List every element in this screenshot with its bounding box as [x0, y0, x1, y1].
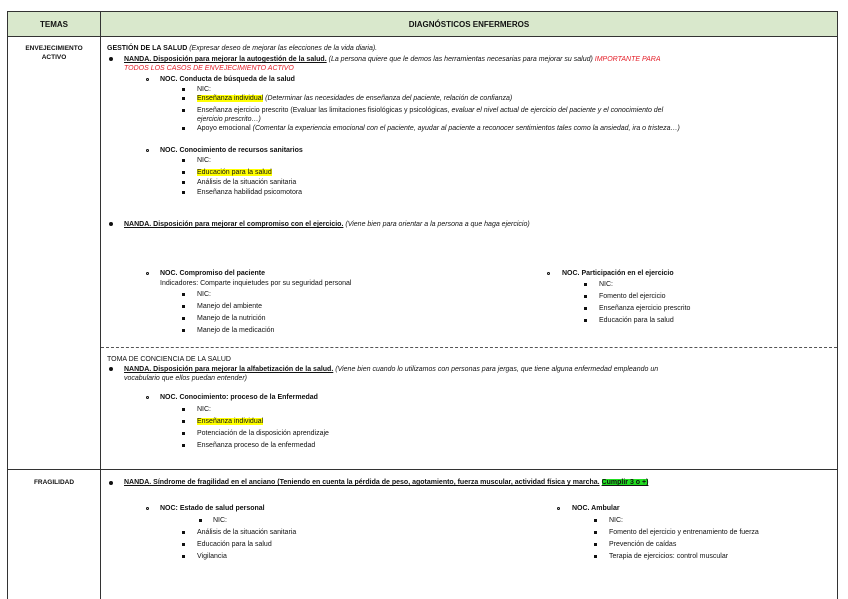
- square-bullet: [594, 519, 597, 522]
- nic-educacion-salud-2: Educación para la salud: [197, 541, 272, 548]
- nic-label: NIC:: [213, 517, 227, 524]
- noc-participacion-ejercicio: NOC. Participación en el ejercicio: [562, 270, 674, 277]
- square-bullet: [182, 97, 185, 100]
- table-border-mid: [100, 37, 101, 599]
- header-temas: TEMAS: [7, 11, 101, 37]
- square-bullet: [594, 555, 597, 558]
- square-bullet: [594, 531, 597, 534]
- square-bullet: [182, 329, 185, 332]
- square-bullet: [584, 307, 587, 310]
- nic-manejo-medicacion: Manejo de la medicación: [197, 327, 275, 334]
- nic-proceso-enfermedad: Enseñanza proceso de la enfermedad: [197, 442, 316, 449]
- noc-conducta-busqueda: NOC. Conducta de búsqueda de la salud: [160, 76, 295, 83]
- nanda-sindrome-fragilidad: NANDA. Síndrome de fragilidad en el anciano (Teniendo en cuenta la pérdida de peso, agotamiento, fuerza muscular, actividad física y marcha. Cumplir 3 o +): [124, 479, 649, 486]
- nic-label: NIC:: [599, 281, 613, 288]
- square-bullet: [182, 191, 185, 194]
- square-bullet: [182, 88, 185, 91]
- nic-ensenanza-ejercicio-prescrito: Enseñanza ejercicio prescrito: [599, 305, 691, 312]
- nic-ensenanza-individual: Enseñanza individual (Determinar las necesidades de enseñanza del paciente, relación de confianza): [197, 95, 513, 102]
- square-bullet: [182, 408, 185, 411]
- table-border-right: [837, 37, 838, 599]
- noc-conocimiento-recursos: NOC. Conocimiento de recursos sanitarios: [160, 147, 303, 154]
- square-bullet: [182, 109, 185, 112]
- nic-vigilancia: Vigilancia: [197, 553, 227, 560]
- square-bullet: [182, 432, 185, 435]
- circle-bullet: [146, 149, 149, 152]
- square-bullet: [182, 543, 185, 546]
- nic-fomento-entrenamiento-fuerza: Fomento del ejercicio y entrenamiento de fuerza: [609, 529, 759, 536]
- square-bullet: [182, 171, 185, 174]
- square-bullet: [182, 181, 185, 184]
- tema-fragilidad: FRAGILIDAD: [33, 479, 75, 486]
- nic-prevencion-caidas: Prevención de caídas: [609, 541, 677, 548]
- square-bullet: [182, 127, 185, 130]
- row-divider: [7, 469, 838, 470]
- nic-apoyo-emocional: Apoyo emocional (Comentar la experiencia emocional con el paciente, ayudar al paciente a reconocer sentimientos tales como la ansiedad, ira o tristeza…): [197, 125, 680, 132]
- tema-envejecimiento-activo: ENVEJECIMIENTO ACTIVO: [25, 45, 83, 61]
- gestion-salud-title: GESTIÓN DE LA SALUD (Expresar deseo de mejorar las elecciones de la vida diaria).: [107, 45, 378, 52]
- nic-potenciacion-aprendizaje: Potenciación de la disposición aprendizaje: [197, 430, 329, 437]
- nanda-important-line2: TODOS LOS CASOS DE ENVEJECIMIENTO ACTIVO: [124, 65, 294, 72]
- square-bullet: [182, 317, 185, 320]
- square-bullet: [182, 420, 185, 423]
- nanda-compromiso-ejercicio: NANDA. Disposición para mejorar el compromiso con el ejercicio. (Viene bien para orientar a la persona a que haga ejercicio): [124, 221, 530, 228]
- bullet: [109, 367, 113, 371]
- nic-label: NIC:: [197, 291, 211, 298]
- noc-ambular: NOC. Ambular: [572, 505, 620, 512]
- nic-terapia-ejercicios: Terapia de ejercicios: control muscular: [609, 553, 729, 560]
- table-border-left: [7, 37, 8, 599]
- circle-bullet: [146, 507, 149, 510]
- nic-label: NIC:: [197, 86, 211, 93]
- circle-bullet: [146, 272, 149, 275]
- nic-habilidad-psicomotora: Enseñanza habilidad psicomotora: [197, 189, 303, 196]
- nic-manejo-ambiente: Manejo del ambiente: [197, 303, 262, 310]
- square-bullet: [199, 519, 202, 522]
- circle-bullet: [557, 507, 560, 510]
- nic-fomento-ejercicio: Fomento del ejercicio: [599, 293, 666, 300]
- header-diagnosticos: DIAGNÓSTICOS ENFERMEROS: [100, 11, 838, 37]
- nic-educacion-salud: Educación para la salud: [197, 169, 272, 176]
- noc-compromiso-paciente: NOC. Compromiso del paciente: [160, 270, 266, 277]
- square-bullet: [584, 283, 587, 286]
- bullet: [109, 222, 113, 226]
- square-bullet: [182, 531, 185, 534]
- noc-conocimiento-enfermedad: NOC. Conocimiento: proceso de la Enfermedad: [160, 394, 318, 401]
- nanda-alfabetizacion: NANDA. Disposición para mejorar la alfabetización de la salud. (Viene bien cuando lo utilizamos con personas para jergas, que tiene alguna enfermedad empleando un: [124, 366, 659, 373]
- nanda-alfabetizacion-cont: vocabulario que ellos puedan entender): [124, 375, 247, 382]
- circle-bullet: [146, 396, 149, 399]
- square-bullet: [182, 444, 185, 447]
- square-bullet: [584, 295, 587, 298]
- nic-ensenanza-ejercicio-cont: ejercicio prescrito…): [197, 116, 261, 123]
- nic-ensenanza-individual-2: Enseñanza individual: [197, 418, 264, 425]
- nanda-autogestion: NANDA. Disposición para mejorar la autogestión de la salud. (La persona quiere que le demos las herramientas necesarias para mejorar su salud) IMPORTANTE PARA: [124, 56, 661, 63]
- circle-bullet: [146, 78, 149, 81]
- square-bullet: [182, 293, 185, 296]
- square-bullet: [182, 159, 185, 162]
- square-bullet: [182, 305, 185, 308]
- toma-conciencia-title: TOMA DE CONCIENCIA DE LA SALUD: [107, 356, 231, 363]
- bullet: [109, 57, 113, 61]
- nic-label: NIC:: [609, 517, 623, 524]
- section-divider: [101, 347, 837, 348]
- nic-analisis-situacion-2: Análisis de la situación sanitaria: [197, 529, 297, 536]
- square-bullet: [584, 319, 587, 322]
- square-bullet: [594, 543, 597, 546]
- nic-manejo-nutricion: Manejo de la nutrición: [197, 315, 266, 322]
- noc-indicadores: Indicadores: Comparte inquietudes por su seguridad personal: [160, 280, 352, 287]
- nic-label: NIC:: [197, 406, 211, 413]
- noc-estado-salud-personal: NOC: Estado de salud personal: [160, 505, 265, 512]
- square-bullet: [182, 555, 185, 558]
- bullet: [109, 481, 113, 485]
- nic-label: NIC:: [197, 157, 211, 164]
- nic-ensenanza-ejercicio: Enseñanza ejercicio prescrito (Evaluar las limitaciones fisiológicas y psicológicas, evaluar el nivel actual de ejercicio del paciente y el conocimiento del: [197, 107, 664, 114]
- nic-educacion-para-salud: Educación para la salud: [599, 317, 674, 324]
- circle-bullet: [547, 272, 550, 275]
- nic-analisis-situacion: Análisis de la situación sanitaria: [197, 179, 297, 186]
